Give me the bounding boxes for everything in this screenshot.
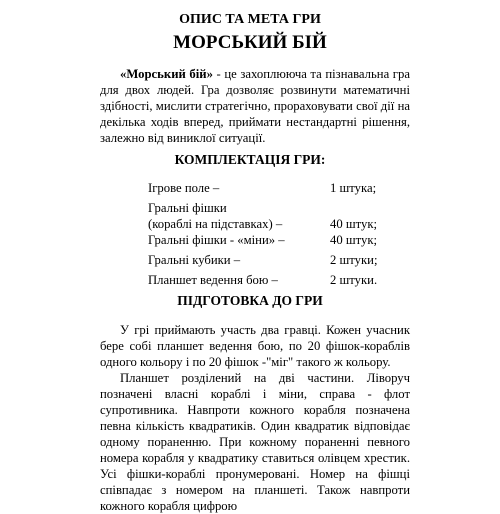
equipment-heading: КОМПЛЕКТАЦІЯ ГРИ: <box>174 152 326 167</box>
document-title-line1: ОПИС ТА МЕТА ГРИ <box>179 12 321 27</box>
equipment-item-name: Планшет ведення бою – <box>148 273 278 287</box>
game-name: «Морський бій» <box>120 67 213 81</box>
equipment-item-qty: 40 штук; <box>330 233 378 247</box>
intro-paragraph <box>100 66 410 146</box>
equipment-item-qty: 2 штуки; <box>330 253 378 267</box>
preparation-paragraph-1: У грі приймають участь два гравці. Кожен учасник бере собі планшет ведення бою, по 20 фішок-кораблів одного кольору і по 20 фішок -"міг" такого ж кольору. <box>100 323 410 369</box>
equipment-item-name: Гральні фішки (кораблі на підставках) – <box>148 201 283 231</box>
equipment-item-qty: 40 штук; <box>330 217 378 231</box>
intro-text: - це захоплююча та пізнавальна гра для двох людей. Гра дозволяє розвинути математичні здібності, мислити стратегічно, прораховувати свої дії на декілька ходів вперед, приймати нестандартні рішення, залежно від виниклої ситуації. <box>100 67 410 145</box>
preparation-heading: ПІДГОТОВКА ДО ГРИ <box>177 293 323 308</box>
equipment-item-name: Гральні кубики – <box>148 253 241 267</box>
equipment-item-qty: 2 штуки. <box>330 273 378 287</box>
document-title-line2: МОРСЬКИЙ БІЙ <box>173 32 327 53</box>
equipment-item-qty: 1 штука; <box>330 181 377 195</box>
equipment-item-name: Ігрове поле – <box>148 181 220 195</box>
preparation-paragraph-2: Планшет розділений на дві частини. Ліворуч позначені власні кораблі і міни, справа - флот супротивника. Навпроти кожного корабля позначена певна кількість квадратиків. Один квадратик відповідає одному пораненню. При кожному пораненні певного номера корабля у квадратику ставиться олівцем хрестик. Усі фішки-кораблі пронумеровані. Номер на фішці співпадає з номером на планшеті. Також навпроти кожного корабля цифрою <box>100 371 410 513</box>
equipment-item-name: Гральні фішки - «міни» – <box>148 233 285 247</box>
